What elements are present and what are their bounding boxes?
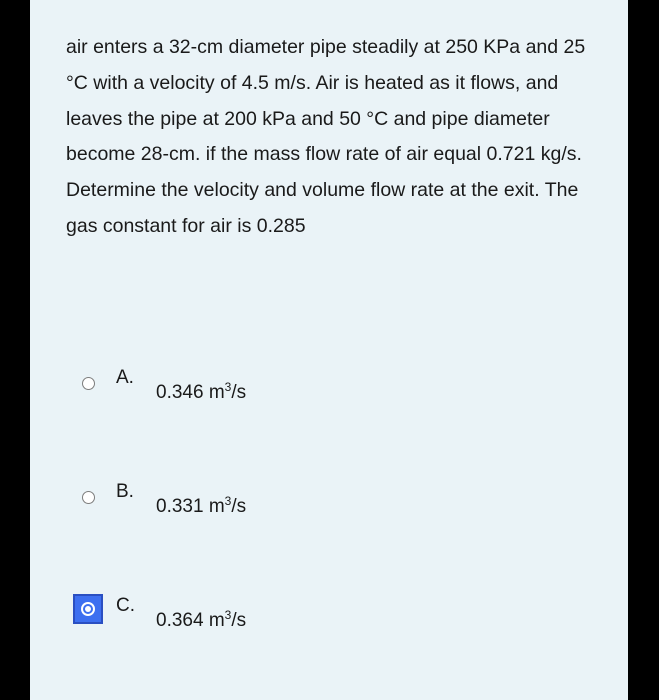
option-b-unit: $m^3/s$: [208, 494, 247, 517]
question-text: air enters a 32-cm diameter pipe steadily at 250 KPa and 25 °C with a velocity of 4.5 m/s. Air is heated as it flows, and leaves the pipe at 200 kPa and 50 °C and pipe diameter become 28-cm. if the mass flow rate of air equal 0.721 kg/s. Determine the velocity and volume flow rate at the exit. The gas constant for air is 0.285: [66, 36, 586, 237]
radio-selected-icon: [81, 602, 95, 616]
option-b-value: [156, 496, 246, 518]
option-b-number: 0.331: [156, 496, 204, 517]
option-c-number: 0.364: [156, 610, 204, 631]
option-a-unit: $m^3/s$: [208, 380, 247, 403]
option-c-unit: $m^3/s$: [208, 608, 247, 631]
option-a-letter: A.: [116, 367, 134, 388]
radio-button-c-selected[interactable]: [73, 594, 103, 624]
radio-button-a[interactable]: [82, 377, 95, 390]
option-b[interactable]: [30, 474, 628, 524]
option-a-number: 0.346: [156, 382, 204, 403]
question-panel: [30, 0, 628, 700]
option-c-letter: C.: [116, 595, 135, 616]
option-c-value: [156, 610, 246, 632]
option-a-value: [156, 382, 246, 404]
radio-button-b[interactable]: [82, 491, 95, 504]
option-a[interactable]: [30, 360, 628, 410]
option-c[interactable]: [30, 588, 628, 638]
option-b-letter: B.: [116, 481, 134, 502]
